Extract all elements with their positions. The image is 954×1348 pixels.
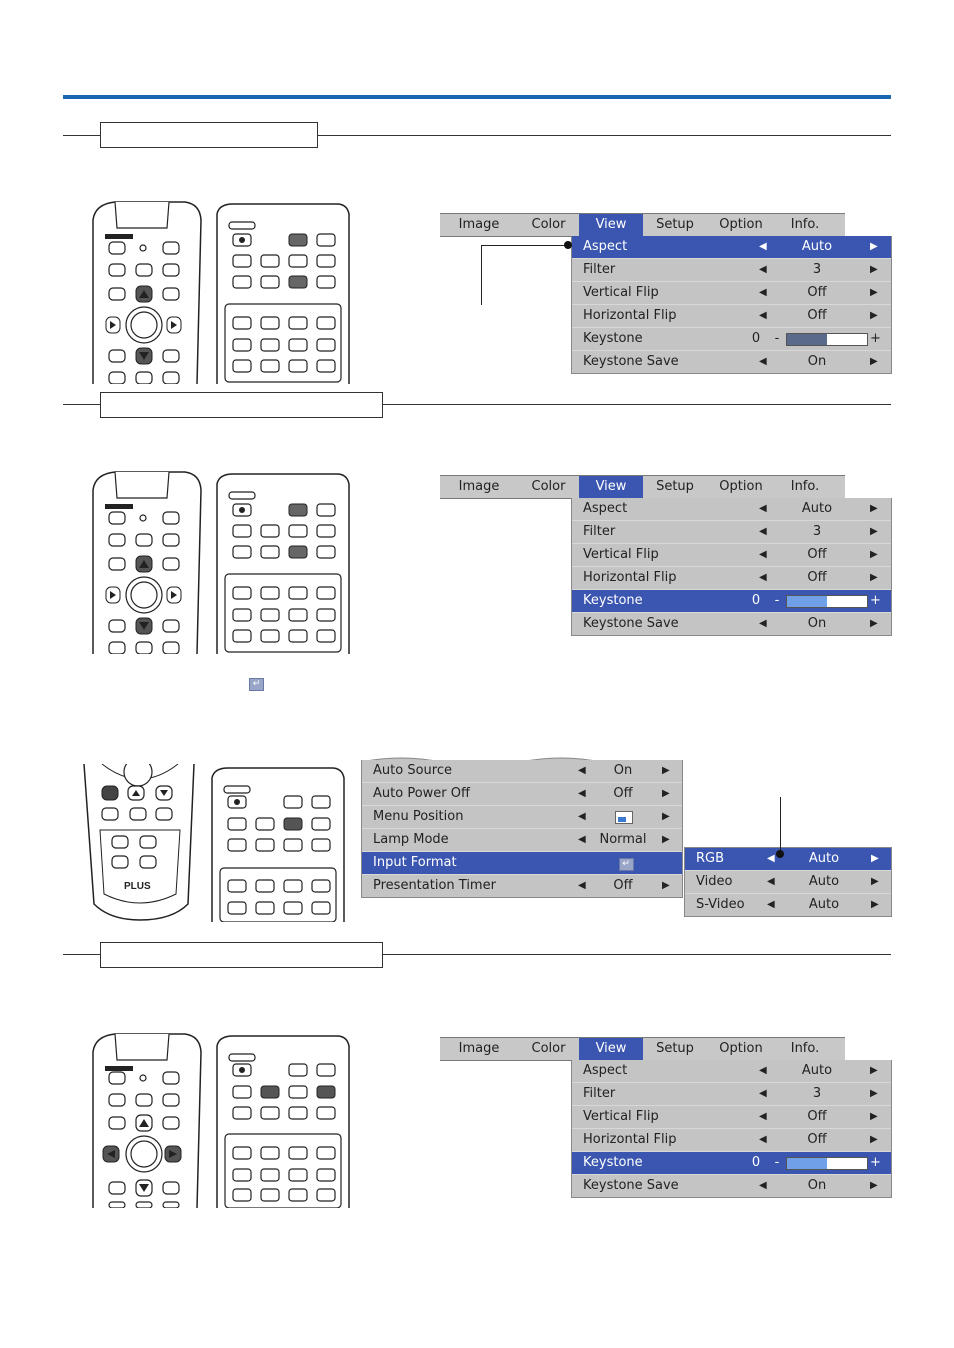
- menu-row-horizontal-flip[interactable]: Horizontal Flip ◀ Off ▶: [572, 305, 891, 328]
- arrow-right-icon[interactable]: ▶: [870, 287, 878, 298]
- setup-menu: [361, 760, 683, 898]
- menu-row-lamp-mode[interactable]: Lamp Mode ◀ Normal ▶: [362, 829, 682, 852]
- tab-info[interactable]: Info.: [790, 1041, 820, 1056]
- tab-option[interactable]: Option: [719, 479, 763, 494]
- arrow-right-icon[interactable]: ▶: [871, 876, 879, 887]
- menu-row-aspect[interactable]: Aspect ◀ Auto ▶: [572, 236, 891, 259]
- arrow-right-icon[interactable]: ▶: [870, 618, 878, 629]
- arrow-left-icon[interactable]: ◀: [578, 834, 586, 845]
- view-menu-2: [571, 498, 892, 636]
- tab-image[interactable]: Image: [458, 479, 500, 494]
- arrow-right-icon[interactable]: ▶: [662, 811, 670, 822]
- arrow-left-icon[interactable]: ◀: [759, 356, 767, 367]
- enter-icon: ↵: [249, 671, 264, 691]
- keystone-slider-fill: [787, 334, 827, 345]
- menu-row-auto-power-off[interactable]: Auto Power Off ◀ Off ▶: [362, 783, 682, 806]
- keystone-slider-fill: [787, 596, 827, 607]
- keystone-slider[interactable]: [786, 1157, 868, 1170]
- arrow-left-icon[interactable]: ◀: [578, 765, 586, 776]
- arrow-right-icon[interactable]: ▶: [870, 1065, 878, 1076]
- tab-color[interactable]: Color: [531, 1041, 566, 1056]
- input-format-submenu: [684, 847, 892, 917]
- menu-row-vertical-flip[interactable]: Vertical Flip ◀ Off ▶: [572, 1106, 891, 1129]
- submenu-row-rgb[interactable]: RGB ◀ Auto ▶: [685, 848, 891, 871]
- arrow-left-icon[interactable]: ◀: [767, 899, 775, 910]
- tab-setup[interactable]: Setup: [656, 1041, 694, 1056]
- callout-leader-1: [481, 245, 568, 246]
- arrow-right-icon[interactable]: ▶: [662, 788, 670, 799]
- arrow-left-icon[interactable]: ◀: [759, 572, 767, 583]
- arrow-right-icon[interactable]: ▶: [870, 503, 878, 514]
- enter-icon[interactable]: ↵: [616, 852, 636, 874]
- arrow-right-icon[interactable]: ▶: [870, 264, 878, 275]
- tab-view[interactable]: View: [579, 1038, 643, 1060]
- menu-row-vertical-flip[interactable]: Vertical Flip ◀ Off ▶: [572, 544, 891, 567]
- arrow-left-icon[interactable]: ◀: [759, 287, 767, 298]
- tab-info[interactable]: Info.: [790, 217, 820, 232]
- tab-option[interactable]: Option: [719, 1041, 763, 1056]
- arrow-left-icon[interactable]: ◀: [578, 811, 586, 822]
- tab-setup[interactable]: Setup: [656, 479, 694, 494]
- tab-info[interactable]: Info.: [790, 479, 820, 494]
- arrow-right-icon[interactable]: ▶: [870, 1180, 878, 1191]
- callout-dot-1: [564, 241, 572, 249]
- remote-illustration-2: [85, 470, 355, 654]
- menu-row-menu-position[interactable]: Menu Position ◀ ▶: [362, 806, 682, 829]
- menu-row-keystone[interactable]: Keystone 0 - +: [572, 328, 891, 351]
- submenu-row-svideo[interactable]: S-Video ◀ Auto ▶: [685, 894, 891, 916]
- arrow-left-icon[interactable]: ◀: [759, 1180, 767, 1191]
- section2-heading-box: [100, 392, 383, 418]
- arrow-right-icon[interactable]: ▶: [662, 880, 670, 891]
- top-rule: [63, 95, 891, 99]
- remote-illustration-4: [85, 1032, 355, 1208]
- callout-leader-2: [780, 797, 781, 853]
- arrow-left-icon[interactable]: ◀: [759, 310, 767, 321]
- menu-row-vertical-flip[interactable]: Vertical Flip ◀ Off ▶: [572, 282, 891, 305]
- menu-row-aspect[interactable]: Aspect ◀ Auto ▶: [572, 1060, 891, 1083]
- arrow-left-icon[interactable]: ◀: [767, 853, 775, 864]
- arrow-right-icon[interactable]: ▶: [662, 834, 670, 845]
- arrow-right-icon[interactable]: ▶: [870, 549, 878, 560]
- arrow-left-icon[interactable]: ◀: [759, 618, 767, 629]
- arrow-right-icon[interactable]: ▶: [870, 241, 878, 252]
- menu-row-aspect[interactable]: Aspect ◀ Auto ▶: [572, 498, 891, 521]
- arrow-right-icon[interactable]: ▶: [662, 765, 670, 776]
- menu-row-filter[interactable]: Filter ◀ 3 ▶: [572, 259, 891, 282]
- keystone-slider[interactable]: [786, 595, 868, 608]
- arrow-left-icon[interactable]: ◀: [759, 526, 767, 537]
- view-menu-1: [571, 236, 892, 374]
- arrow-right-icon[interactable]: ▶: [870, 310, 878, 321]
- arrow-right-icon[interactable]: ▶: [870, 526, 878, 537]
- arrow-left-icon[interactable]: ◀: [767, 876, 775, 887]
- submenu-row-video[interactable]: Video ◀ Auto ▶: [685, 871, 891, 894]
- tab-view[interactable]: View: [579, 214, 643, 236]
- keystone-slider-fill: [787, 1158, 827, 1169]
- arrow-left-icon[interactable]: ◀: [759, 264, 767, 275]
- menu-row-keystone[interactable]: Keystone 0 - +: [572, 590, 891, 613]
- arrow-right-icon[interactable]: ▶: [871, 899, 879, 910]
- menu-row-keystone-save[interactable]: Keystone Save ◀ On ▶: [572, 351, 891, 373]
- arrow-left-icon[interactable]: ◀: [759, 1088, 767, 1099]
- section3-heading-box: [100, 942, 383, 968]
- arrow-left-icon[interactable]: ◀: [759, 1134, 767, 1145]
- callout-dot-2: [776, 850, 784, 858]
- tab-color[interactable]: Color: [531, 479, 566, 494]
- arrow-right-icon[interactable]: ▶: [870, 1111, 878, 1122]
- menu-row-keystone-save[interactable]: Keystone Save ◀ On ▶: [572, 1175, 891, 1197]
- menu-row-horizontal-flip[interactable]: Horizontal Flip ◀ Off ▶: [572, 567, 891, 590]
- menu-row-auto-source[interactable]: Auto Source ◀ On ▶: [362, 760, 682, 783]
- menu-row-keystone-save[interactable]: Keystone Save ◀ On ▶: [572, 613, 891, 635]
- menu-row-horizontal-flip[interactable]: Horizontal Flip ◀ Off ▶: [572, 1129, 891, 1152]
- arrow-left-icon[interactable]: ◀: [578, 788, 586, 799]
- menu-row-input-format[interactable]: Input Format ↵: [362, 852, 682, 875]
- keystone-slider[interactable]: [786, 333, 868, 346]
- menu-row-presentation-timer[interactable]: Presentation Timer ◀ Off ▶: [362, 875, 682, 897]
- section1-heading-box: [100, 122, 318, 148]
- arrow-right-icon[interactable]: ▶: [870, 356, 878, 367]
- remote-illustration-3: [80, 764, 350, 922]
- menu-tabs-2: [440, 475, 845, 499]
- menu-row-filter[interactable]: Filter ◀ 3 ▶: [572, 1083, 891, 1106]
- callout-leader-1-vertical: [481, 245, 482, 305]
- tab-image[interactable]: Image: [458, 217, 500, 232]
- remote-illustration-1: [85, 200, 355, 384]
- arrow-right-icon[interactable]: ▶: [870, 1088, 878, 1099]
- tab-view[interactable]: View: [579, 476, 643, 498]
- tab-image[interactable]: Image: [458, 1041, 500, 1056]
- arrow-right-icon[interactable]: ▶: [870, 572, 878, 583]
- menu-row-keystone[interactable]: Keystone 0 - +: [572, 1152, 891, 1175]
- tab-option[interactable]: Option: [719, 217, 763, 232]
- tab-setup[interactable]: Setup: [656, 217, 694, 232]
- arrow-right-icon[interactable]: ▶: [871, 853, 879, 864]
- menu-row-filter[interactable]: Filter ◀ 3 ▶: [572, 521, 891, 544]
- menu-tabs-1: [440, 213, 845, 237]
- arrow-left-icon[interactable]: ◀: [759, 1111, 767, 1122]
- arrow-left-icon[interactable]: ◀: [759, 1065, 767, 1076]
- arrow-left-icon[interactable]: ◀: [759, 549, 767, 560]
- brand-logo: PLUS: [124, 881, 151, 892]
- view-menu-3: [571, 1060, 892, 1198]
- arrow-left-icon[interactable]: ◀: [578, 880, 586, 891]
- arrow-left-icon[interactable]: ◀: [759, 503, 767, 514]
- menu-tabs-3: [440, 1037, 845, 1061]
- tab-color[interactable]: Color: [531, 217, 566, 232]
- menu-position-icon: [615, 811, 633, 824]
- arrow-left-icon[interactable]: ◀: [759, 241, 767, 252]
- arrow-right-icon[interactable]: ▶: [870, 1134, 878, 1145]
